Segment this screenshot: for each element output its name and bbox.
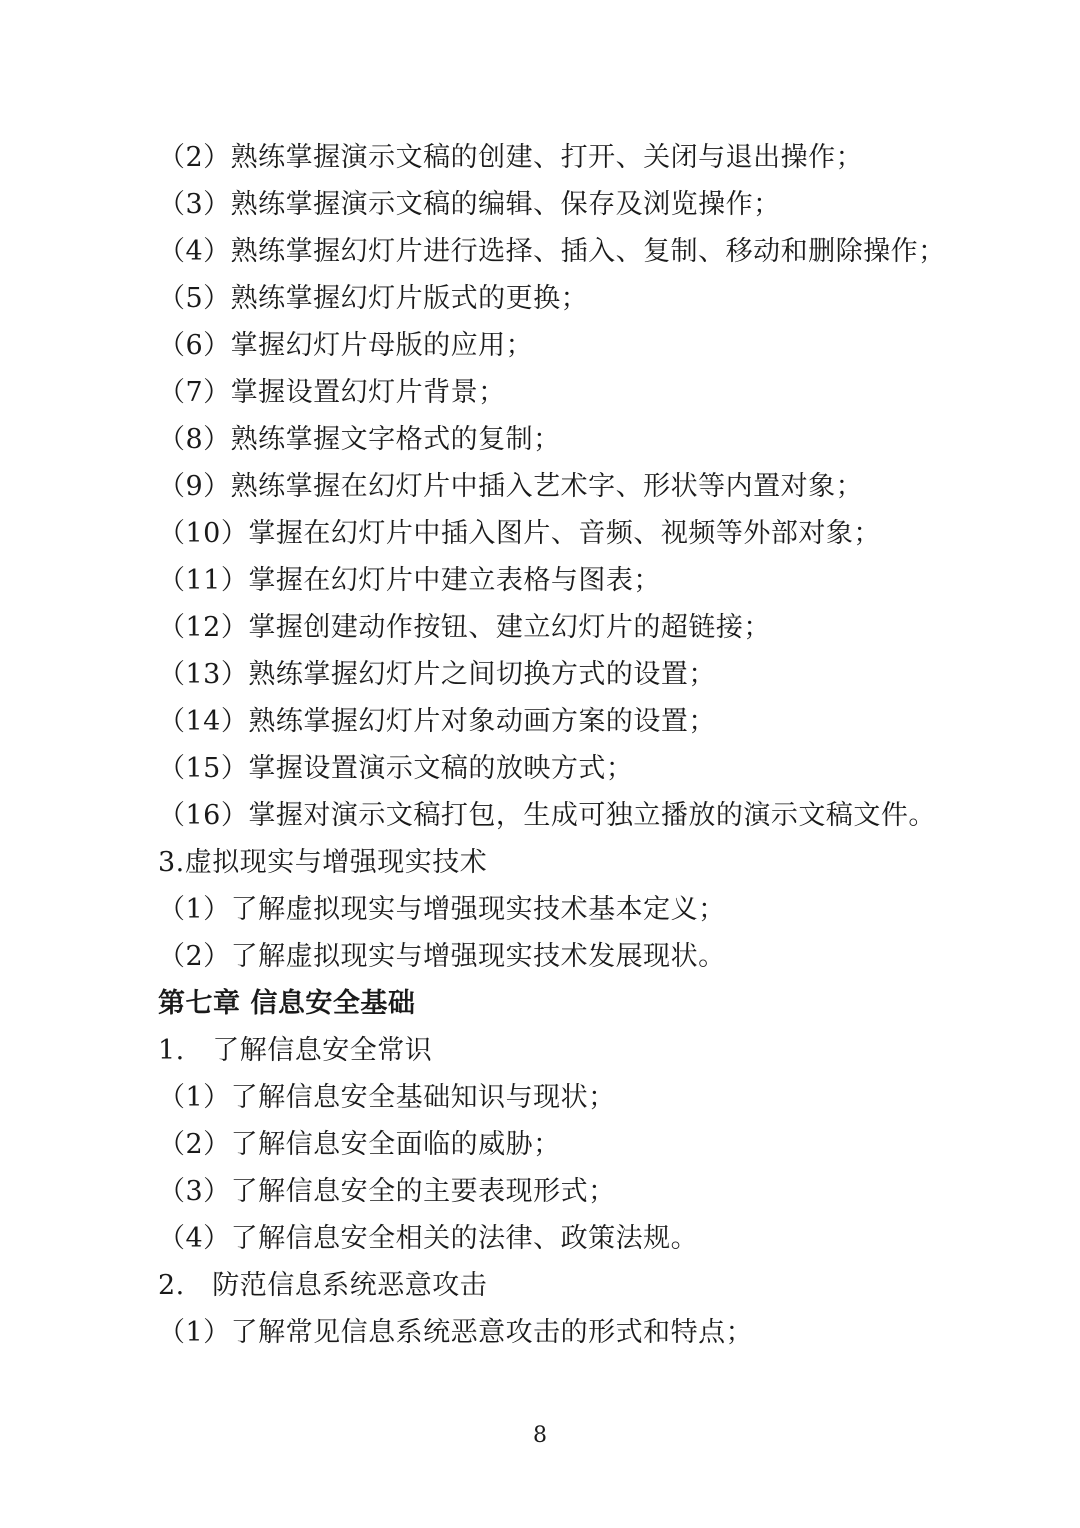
text-line: （9）熟练掌握在幻灯片中插入艺术字、形状等内置对象； [158,471,864,502]
section-heading: 1. 了解信息安全常识 [158,1035,433,1066]
text-line: （13）熟练掌握幻灯片之间切换方式的设置； [158,659,716,690]
text-line: （2）了解信息安全面临的威胁； [158,1129,561,1160]
text-line: （16）掌握对演示文稿打包，生成可独立播放的演示文稿文件。 [158,800,936,831]
text-line: （4）熟练掌握幻灯片进行选择、插入、复制、移动和删除操作； [158,236,946,267]
text-line: （10）掌握在幻灯片中插入图片、音频、视频等外部对象； [158,518,881,549]
text-line: （1）了解虚拟现实与增强现实技术基本定义； [158,894,726,925]
text-line: （7）掌握设置幻灯片背景； [158,377,506,408]
text-line: （1）了解信息安全基础知识与现状； [158,1082,616,1113]
text-line: （5）熟练掌握幻灯片版式的更换； [158,283,589,314]
text-line: （6）掌握幻灯片母版的应用； [158,330,534,361]
text-line: （11）掌握在幻灯片中建立表格与图表； [158,565,661,596]
text-line: （8）熟练掌握文字格式的复制； [158,424,561,455]
text-line: （3）熟练掌握演示文稿的编辑、保存及浏览操作； [158,189,781,220]
text-line: （14）熟练掌握幻灯片对象动画方案的设置； [158,706,716,737]
chapter-title: 第七章 信息安全基础 [158,988,416,1019]
section-heading: 2. 防范信息系统恶意攻击 [158,1270,488,1301]
text-line: （4）了解信息安全相关的法律、政策法规。 [158,1223,699,1254]
page-number: 8 [533,1423,547,1448]
text-line: （2）熟练掌握演示文稿的创建、打开、关闭与退出操作； [158,142,864,173]
text-line: （2）了解虚拟现实与增强现实技术发展现状。 [158,941,726,972]
text-line: （1）了解常见信息系统恶意攻击的形式和特点； [158,1317,754,1348]
text-line: （15）掌握设置演示文稿的放映方式； [158,753,634,784]
text-line: （3）了解信息安全的主要表现形式； [158,1176,616,1207]
text-line: （12）掌握创建动作按钮、建立幻灯片的超链接； [158,612,771,643]
section-heading: 3.虚拟现实与增强现实技术 [158,847,488,878]
